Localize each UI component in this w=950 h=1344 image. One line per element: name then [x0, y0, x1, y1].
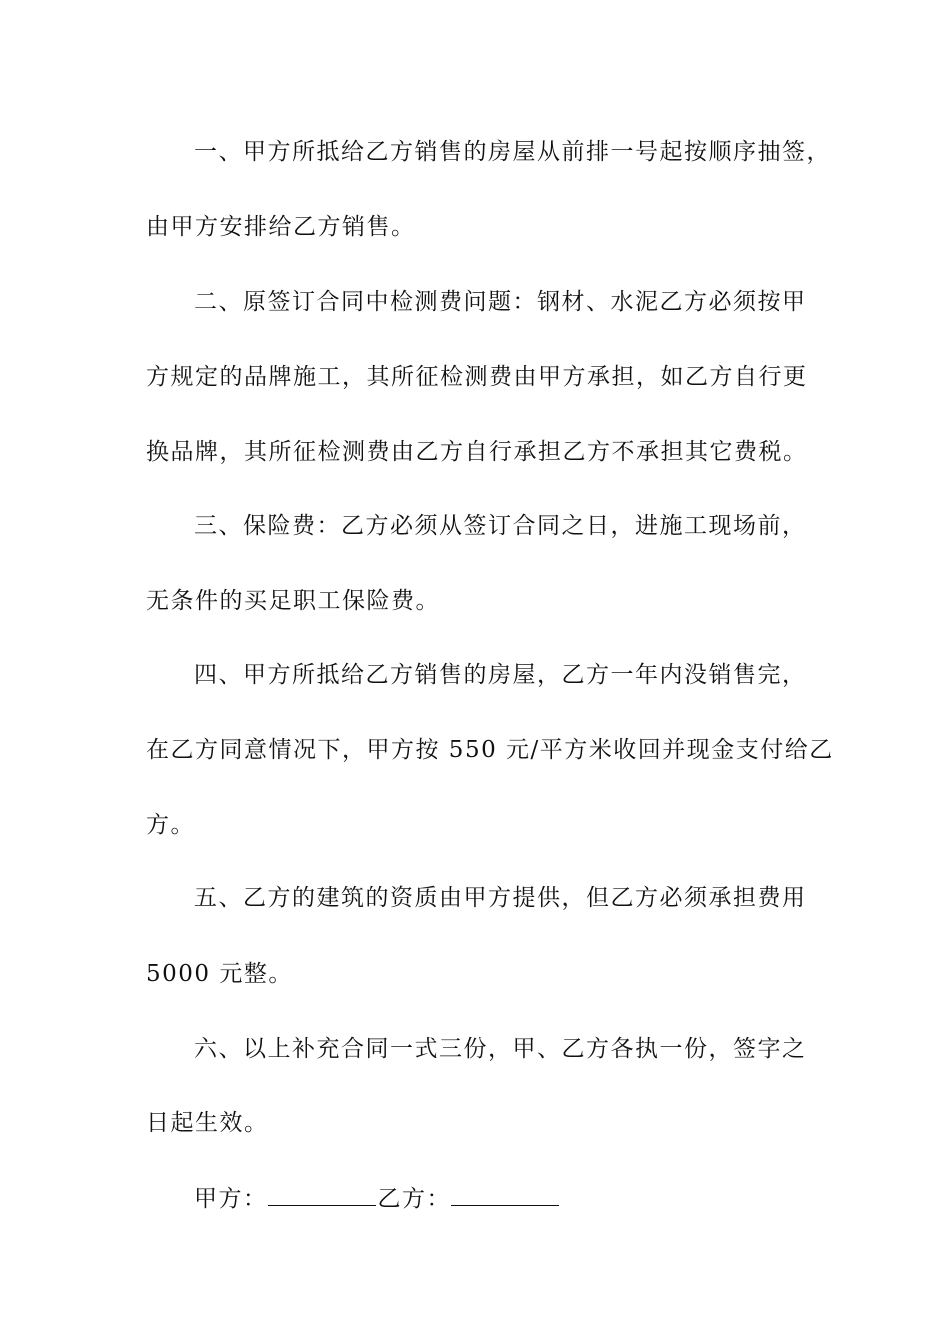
clause-1-line-2: 由甲方安排给乙方销售。 — [146, 214, 416, 240]
clause-5-line-2: 5000 元整。 — [146, 961, 293, 987]
party-b-label: 乙方： — [377, 1186, 451, 1212]
party-a-label: 甲方： — [194, 1186, 268, 1212]
signature-row — [194, 1183, 561, 1214]
clause-3-line-2: 无条件的买足职工保险费。 — [146, 588, 440, 614]
clause-6-line-2: 日起生效。 — [146, 1110, 269, 1136]
clause-1-line-1: 一、甲方所抵给乙方销售的房屋从前排一号起按顺序抽签， — [194, 139, 831, 165]
party-a-signature-blank[interactable] — [268, 1183, 376, 1206]
clause-5-line-1: 五、乙方的建筑的资质由甲方提供，但乙方必须承担费用 — [194, 885, 807, 911]
clause-6-line-1: 六、以上补充合同一式三份，甲、乙方各执一份，签字之 — [194, 1036, 807, 1062]
clause-4-line-1: 四、甲方所抵给乙方销售的房屋，乙方一年内没销售完， — [194, 662, 807, 688]
party-b-signature-blank[interactable] — [451, 1183, 559, 1206]
clause-2-line-1: 二、原签订合同中检测费问题：钢材、水泥乙方必须按甲 — [194, 289, 807, 315]
clause-4-line-3: 方。 — [146, 812, 195, 838]
clause-2-line-2: 方规定的品牌施工，其所征检测费由甲方承担，如乙方自行更 — [146, 364, 808, 390]
clause-4-line-2: 在乙方同意情况下，甲方按 550 元/平方米收回并现金支付给乙 — [146, 737, 834, 763]
clause-3-line-1: 三、保险费：乙方必须从签订合同之日，进施工现场前， — [194, 513, 807, 539]
clause-2-line-3: 换品牌，其所征检测费由乙方自行承担乙方不承担其它费税。 — [146, 439, 808, 465]
